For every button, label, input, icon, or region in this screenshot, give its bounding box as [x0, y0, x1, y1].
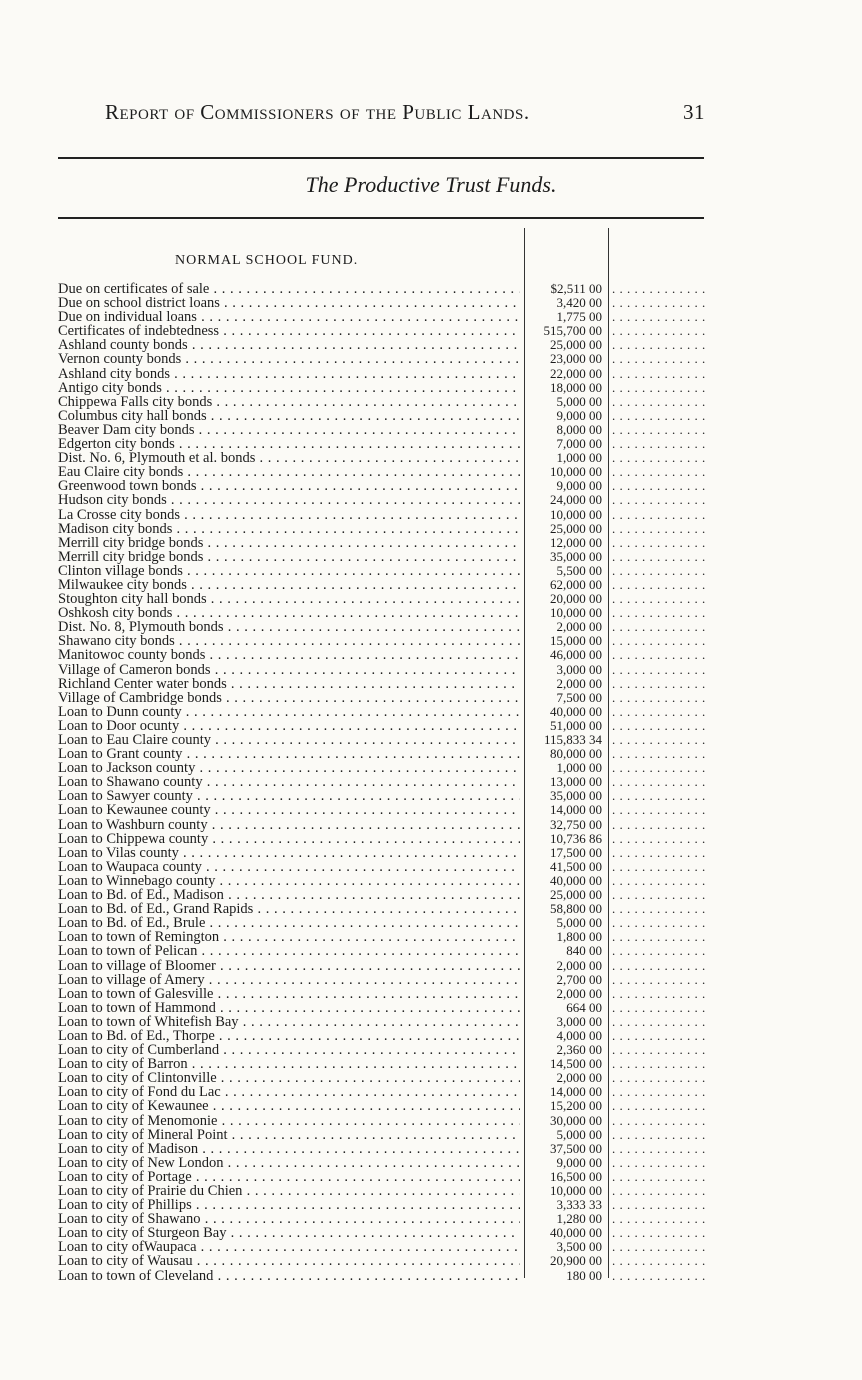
- row-label: Loan to village of Bloomer . . .: [58, 959, 520, 973]
- row-amount: 25,000 00: [550, 887, 602, 903]
- row-label: Loan to town of Remington . . .: [58, 930, 520, 944]
- row-amount: 3,000 00: [556, 661, 602, 677]
- row-leader-dots: [612, 775, 708, 789]
- row-leader-dots: [612, 1057, 708, 1071]
- row-label: Loan to Bd. of Ed., Brule . . .: [58, 916, 520, 930]
- row-amount: 5,000 00: [556, 915, 602, 931]
- row-label: Loan to Bd. of Ed., Madison . . .: [58, 888, 520, 902]
- table-row: [58, 747, 718, 761]
- row-leader-dots: [612, 1085, 708, 1099]
- table-row: [58, 437, 718, 451]
- page-header: [105, 100, 705, 125]
- table-row: [58, 493, 718, 507]
- row-leader-dots: [612, 803, 708, 817]
- row-amount: 14,000 00: [550, 802, 602, 818]
- row-label: Beaver Dam city bonds . . .: [58, 423, 520, 437]
- row-amount: 180 00: [566, 1267, 602, 1283]
- row-label: Loan to city of Mineral Point . . .: [58, 1128, 520, 1142]
- table-row: [58, 451, 718, 465]
- row-amount: 5,000 00: [556, 393, 602, 409]
- row-leader-dots: [612, 282, 708, 296]
- row-label: Loan to Winnebago county . . .: [58, 874, 520, 888]
- row-amount: 24,000 00: [550, 492, 602, 508]
- table-row: [58, 663, 718, 677]
- row-label: Loan to Waupaca county . . .: [58, 860, 520, 874]
- table-row: [58, 367, 718, 381]
- row-label: Due on certificates of sale . . .: [58, 282, 520, 296]
- table-row: [58, 987, 718, 1001]
- table-row: [58, 395, 718, 409]
- table-row: [58, 1212, 718, 1226]
- row-leader-dots: [612, 818, 708, 832]
- row-leader-dots: [612, 409, 708, 423]
- table-row: [58, 1226, 718, 1240]
- row-leader-dots: [612, 747, 708, 761]
- row-leader-dots: [612, 634, 708, 648]
- row-leader-dots: [612, 381, 708, 395]
- table-row: [58, 606, 718, 620]
- table-row: [58, 719, 718, 733]
- row-label: Village of Cameron bonds . . .: [58, 663, 520, 677]
- row-label: Loan to Grant county . . .: [58, 747, 520, 761]
- row-amount: 10,000 00: [550, 605, 602, 621]
- row-amount: 25,000 00: [550, 337, 602, 353]
- table-row: [58, 1156, 718, 1170]
- row-leader-dots: [612, 395, 708, 409]
- row-leader-dots: [612, 479, 708, 493]
- table-row: [58, 1240, 718, 1254]
- row-label: Loan to Chippewa county . . .: [58, 832, 520, 846]
- table-row: [58, 296, 718, 310]
- row-leader-dots: [612, 1015, 708, 1029]
- row-label: Oshkosh city bonds . . .: [58, 606, 520, 620]
- row-leader-dots: [612, 888, 708, 902]
- table-row: [58, 1071, 718, 1085]
- subtitle: The Productive Trust Funds.: [305, 172, 557, 197]
- row-leader-dots: [612, 1128, 708, 1142]
- row-label: Shawano city bonds . . .: [58, 634, 520, 648]
- row-label: Loan to Sawyer county . . .: [58, 789, 520, 803]
- row-amount: 35,000 00: [550, 788, 602, 804]
- row-leader-dots: [612, 522, 708, 536]
- row-label: Dist. No. 6, Plymouth et al. bonds . . .: [58, 451, 520, 465]
- page-number: 31: [683, 100, 705, 124]
- table-row: [58, 1170, 718, 1184]
- table-row: [58, 550, 718, 564]
- row-leader-dots: [612, 719, 708, 733]
- row-amount: 840 00: [566, 943, 602, 959]
- table-row: [58, 733, 718, 747]
- row-amount: 14,500 00: [550, 1056, 602, 1072]
- row-amount: 3,333 33: [556, 1197, 602, 1213]
- table-row: [58, 522, 718, 536]
- row-amount: $2,511 00: [550, 281, 602, 296]
- row-amount: 62,000 00: [550, 576, 602, 592]
- table-row: [58, 1099, 718, 1113]
- table-row: [58, 381, 718, 395]
- row-leader-dots: [612, 846, 708, 860]
- row-amount: 115,833 34: [543, 732, 602, 747]
- row-amount: 3,420 00: [556, 295, 602, 311]
- table-row: [58, 1269, 718, 1283]
- row-amount: 32,750 00: [550, 816, 602, 832]
- row-amount: 58,800 00: [550, 901, 602, 917]
- table-row: [58, 648, 718, 662]
- row-label: Madison city bonds . . .: [58, 522, 520, 536]
- row-leader-dots: [612, 761, 708, 775]
- row-leader-dots: [612, 606, 708, 620]
- row-label: Loan to city ofWaupaca . . .: [58, 1240, 520, 1254]
- row-leader-dots: [612, 423, 708, 437]
- row-amount: 40,000 00: [550, 872, 602, 888]
- row-amount: 13,000 00: [550, 774, 602, 790]
- row-amount: 2,000 00: [556, 619, 602, 635]
- row-leader-dots: [612, 493, 708, 507]
- table-row: [58, 705, 718, 719]
- row-leader-dots: [612, 959, 708, 973]
- row-label: Loan to city of Shawano . . .: [58, 1212, 520, 1226]
- row-amount: 22,000 00: [550, 365, 602, 381]
- row-amount: 9,000 00: [556, 478, 602, 494]
- row-leader-dots: [612, 860, 708, 874]
- row-label: Clinton village bonds . . .: [58, 564, 520, 578]
- row-amount: 30,000 00: [550, 1112, 602, 1128]
- row-leader-dots: [612, 508, 708, 522]
- row-leader-dots: [612, 1001, 708, 1015]
- row-amount: 3,500 00: [556, 1239, 602, 1255]
- table-row: [58, 1128, 718, 1142]
- row-leader-dots: [612, 648, 708, 662]
- table-row: [58, 1198, 718, 1212]
- table-row: [58, 1043, 718, 1057]
- row-amount: 40,000 00: [550, 1225, 602, 1241]
- row-label: Loan to town of Galesville . . .: [58, 987, 520, 1001]
- row-label: Dist. No. 8, Plymouth bonds . . .: [58, 620, 520, 634]
- row-label: Loan to city of Madison . . .: [58, 1142, 520, 1156]
- row-label: Loan to Bd. of Ed., Grand Rapids . . .: [58, 902, 520, 916]
- row-label: Stoughton city hall bonds . . .: [58, 592, 520, 606]
- row-label: Loan to city of Sturgeon Bay . . .: [58, 1226, 520, 1240]
- table-row: [58, 282, 718, 296]
- row-label: Hudson city bonds . . .: [58, 493, 520, 507]
- row-leader-dots: [612, 1170, 708, 1184]
- table-row: [58, 352, 718, 366]
- row-label: Loan to city of Cumberland . . .: [58, 1043, 520, 1057]
- row-label: Merrill city bridge bonds . . .: [58, 550, 520, 564]
- table-row: [58, 1184, 718, 1198]
- row-amount: 1,775 00: [556, 309, 602, 325]
- row-leader-dots: [612, 550, 708, 564]
- row-amount: 9,000 00: [556, 1154, 602, 1170]
- row-amount: 37,500 00: [550, 1140, 602, 1156]
- table-row: [58, 874, 718, 888]
- table-row: [58, 888, 718, 902]
- row-label: Manitowoc county bonds . . .: [58, 648, 520, 662]
- row-amount: 1,000 00: [556, 760, 602, 776]
- row-leader-dots: [612, 677, 708, 691]
- subtitle-rule: [58, 217, 704, 219]
- table-row: [58, 1142, 718, 1156]
- table-row: [58, 803, 718, 817]
- row-leader-dots: [612, 451, 708, 465]
- row-amount: 2,360 00: [556, 1042, 602, 1058]
- section-title: NORMAL SCHOOL FUND.: [175, 253, 359, 268]
- row-amount: 9,000 00: [556, 407, 602, 423]
- table-row: [58, 465, 718, 479]
- row-label: Loan to city of Barron . . .: [58, 1057, 520, 1071]
- table-row: [58, 677, 718, 691]
- row-leader-dots: [612, 1114, 708, 1128]
- row-amount: 2,700 00: [556, 971, 602, 987]
- row-amount: 25,000 00: [550, 520, 602, 536]
- row-leader-dots: [612, 1254, 708, 1268]
- row-label: Loan to city of Portage . . .: [58, 1170, 520, 1184]
- row-amount: 3,000 00: [556, 1013, 602, 1029]
- top-rule: [58, 157, 704, 159]
- row-amount: 10,000 00: [550, 1183, 602, 1198]
- fund-table: [58, 282, 718, 1283]
- row-label: Chippewa Falls city bonds . . .: [58, 395, 520, 409]
- row-amount: 10,000 00: [550, 506, 602, 522]
- row-label: Loan to city of Wausau . . .: [58, 1254, 520, 1268]
- row-leader-dots: [612, 902, 708, 916]
- row-amount: 1,280 00: [556, 1211, 602, 1227]
- row-amount: 10,000 00: [550, 464, 602, 480]
- row-label: Loan to city of Menomonie . . .: [58, 1114, 520, 1128]
- row-leader-dots: [612, 367, 708, 381]
- table-row: [58, 902, 718, 916]
- row-leader-dots: [612, 536, 708, 550]
- row-leader-dots: [612, 592, 708, 606]
- row-label: Loan to city of New London . . .: [58, 1156, 520, 1170]
- row-amount: 15,200 00: [550, 1098, 602, 1114]
- row-label: Greenwood town bonds . . .: [58, 479, 520, 493]
- row-label: Loan to town of Whitefish Bay . . .: [58, 1015, 520, 1029]
- row-leader-dots: [612, 296, 708, 310]
- row-label: Loan to Shawano county . . .: [58, 775, 520, 789]
- table-row: [58, 1114, 718, 1128]
- table-row: [58, 930, 718, 944]
- report-title: Report of Commissioners of the Public Lands.: [105, 100, 530, 124]
- table-row: [58, 564, 718, 578]
- row-leader-dots: [612, 733, 708, 747]
- row-amount: 5,000 00: [556, 1126, 602, 1142]
- row-leader-dots: [612, 789, 708, 803]
- row-label: Certificates of indebtedness . . .: [58, 324, 520, 338]
- row-amount: 7,000 00: [556, 436, 602, 452]
- row-label: Loan to town of Hammond . . .: [58, 1001, 520, 1015]
- row-label: Loan to Door ocunty . . .: [58, 719, 520, 733]
- row-amount: 35,000 00: [550, 548, 602, 564]
- table-row: [58, 832, 718, 846]
- row-amount: 41,500 00: [550, 858, 602, 874]
- row-label: Ashland county bonds . . .: [58, 338, 520, 352]
- row-leader-dots: [612, 663, 708, 677]
- table-row: [58, 789, 718, 803]
- row-label: Loan to Jackson county . . .: [58, 761, 520, 775]
- row-label: Loan to city of Clintonville . . .: [58, 1071, 520, 1085]
- row-label: Loan to village of Amery . . .: [58, 973, 520, 987]
- row-leader-dots: [612, 1212, 708, 1226]
- row-amount: 40,000 00: [550, 703, 602, 719]
- table-row: [58, 508, 718, 522]
- row-amount: 16,500 00: [550, 1168, 602, 1184]
- row-amount: 2,000 00: [556, 675, 602, 691]
- row-leader-dots: [612, 973, 708, 987]
- row-amount: 14,000 00: [550, 1084, 602, 1100]
- row-leader-dots: [612, 1269, 708, 1283]
- table-row: [58, 1057, 718, 1071]
- row-label: Loan to Dunn county . . .: [58, 705, 520, 719]
- row-amount: 4,000 00: [556, 1027, 602, 1043]
- table-row: [58, 691, 718, 705]
- row-label: Richland Center water bonds . . .: [58, 677, 520, 691]
- row-leader-dots: [612, 944, 708, 958]
- table-row: [58, 761, 718, 775]
- row-leader-dots: [612, 832, 708, 846]
- row-label: Loan to city of Kewaunee . . .: [58, 1099, 520, 1113]
- row-leader-dots: [612, 1198, 708, 1212]
- row-leader-dots: [612, 338, 708, 352]
- table-row: [58, 338, 718, 352]
- row-label: Edgerton city bonds . . .: [58, 437, 520, 451]
- row-leader-dots: [612, 1071, 708, 1085]
- row-leader-dots: [612, 578, 708, 592]
- row-leader-dots: [612, 916, 708, 930]
- row-leader-dots: [612, 352, 708, 366]
- row-label: Loan to town of Pelican . . .: [58, 944, 520, 958]
- row-amount: 46,000 00: [550, 647, 602, 663]
- row-leader-dots: [612, 1240, 708, 1254]
- table-row: [58, 324, 718, 338]
- row-amount: 20,000 00: [550, 591, 602, 607]
- row-leader-dots: [612, 437, 708, 451]
- table-row: [58, 944, 718, 958]
- row-label: Loan to town of Cleveland . . .: [58, 1269, 520, 1283]
- row-label: La Crosse city bonds . . .: [58, 508, 520, 522]
- row-leader-dots: [612, 1142, 708, 1156]
- row-label: Village of Cambridge bonds . . .: [58, 691, 520, 705]
- table-row: [58, 818, 718, 832]
- table-row: [58, 1085, 718, 1099]
- row-label: Loan to city of Prairie du Chien . . .: [58, 1184, 520, 1198]
- row-leader-dots: [612, 465, 708, 479]
- row-amount: 23,000 00: [550, 351, 602, 367]
- row-label: Vernon county bonds . . .: [58, 352, 520, 366]
- row-leader-dots: [612, 620, 708, 634]
- row-leader-dots: [612, 705, 708, 719]
- row-amount: 664 00: [566, 999, 602, 1015]
- row-amount: 17,500 00: [550, 844, 602, 860]
- row-label: Loan to Bd. of Ed., Thorpe . . .: [58, 1029, 520, 1043]
- table-row: [58, 620, 718, 634]
- table-row: [58, 310, 718, 324]
- row-leader-dots: [612, 564, 708, 578]
- table-row: [58, 1029, 718, 1043]
- row-label: Loan to city of Fond du Lac . . .: [58, 1085, 520, 1099]
- table-row: [58, 423, 718, 437]
- table-row: [58, 1015, 718, 1029]
- row-leader-dots: [612, 1226, 708, 1240]
- row-leader-dots: [612, 1156, 708, 1170]
- row-leader-dots: [612, 1184, 708, 1198]
- row-amount: 10,736 86: [550, 830, 602, 846]
- table-row: [58, 1254, 718, 1268]
- row-label: Columbus city hall bonds . . .: [58, 409, 520, 423]
- row-label: Loan to Kewaunee county . . .: [58, 803, 520, 817]
- table-row: [58, 1001, 718, 1015]
- row-label: Due on school district loans . . .: [58, 296, 520, 310]
- row-amount: 7,500 00: [556, 689, 602, 705]
- row-label: Loan to Vilas county . . .: [58, 846, 520, 860]
- table-row: [58, 959, 718, 973]
- row-leader-dots: [612, 324, 708, 338]
- table-row: [58, 592, 718, 606]
- table-row: [58, 973, 718, 987]
- row-amount: 15,000 00: [550, 633, 602, 649]
- row-label: Antigo city bonds . . .: [58, 381, 520, 395]
- row-label: Ashland city bonds . . .: [58, 367, 520, 381]
- row-amount: 2,000 00: [556, 957, 602, 973]
- table-row: [58, 578, 718, 592]
- row-amount: 5,500 00: [556, 562, 602, 578]
- row-label: Loan to Washburn county . . .: [58, 818, 520, 832]
- table-row: [58, 536, 718, 550]
- row-amount: 12,000 00: [550, 534, 602, 550]
- row-label: Milwaukee city bonds . . .: [58, 578, 520, 592]
- table-row: [58, 916, 718, 930]
- table-row: [58, 634, 718, 648]
- row-amount: 1,000 00: [556, 450, 602, 466]
- row-amount: 8,000 00: [556, 421, 602, 437]
- row-leader-dots: [612, 930, 708, 944]
- row-amount: 1,800 00: [556, 929, 602, 945]
- row-leader-dots: [612, 1099, 708, 1113]
- row-leader-dots: [612, 1029, 708, 1043]
- row-amount: 51,000 00: [550, 717, 602, 733]
- row-amount: 20,900 00: [550, 1253, 602, 1269]
- row-label: Eau Claire city bonds . . .: [58, 465, 520, 479]
- row-leader-dots: [612, 987, 708, 1001]
- row-label: Due on individual loans . . .: [58, 310, 520, 324]
- row-amount: 18,000 00: [550, 379, 602, 395]
- row-leader-dots: [612, 874, 708, 888]
- row-label: Loan to Eau Claire county . . .: [58, 733, 520, 747]
- row-label: Merrill city bridge bonds . . .: [58, 536, 520, 550]
- table-row: [58, 846, 718, 860]
- row-amount: 515,700 00: [543, 323, 602, 339]
- row-label: Loan to city of Phillips . . .: [58, 1198, 520, 1212]
- row-amount: 2,000 00: [556, 985, 602, 1001]
- row-leader-dots: [612, 1043, 708, 1057]
- table-row: [58, 409, 718, 423]
- table-row: [58, 860, 718, 874]
- row-leader-dots: [612, 691, 708, 705]
- table-row: [58, 479, 718, 493]
- table-row: [58, 775, 718, 789]
- row-leader-dots: [612, 310, 708, 324]
- row-amount: 80,000 00: [550, 746, 602, 762]
- row-amount: 2,000 00: [556, 1070, 602, 1086]
